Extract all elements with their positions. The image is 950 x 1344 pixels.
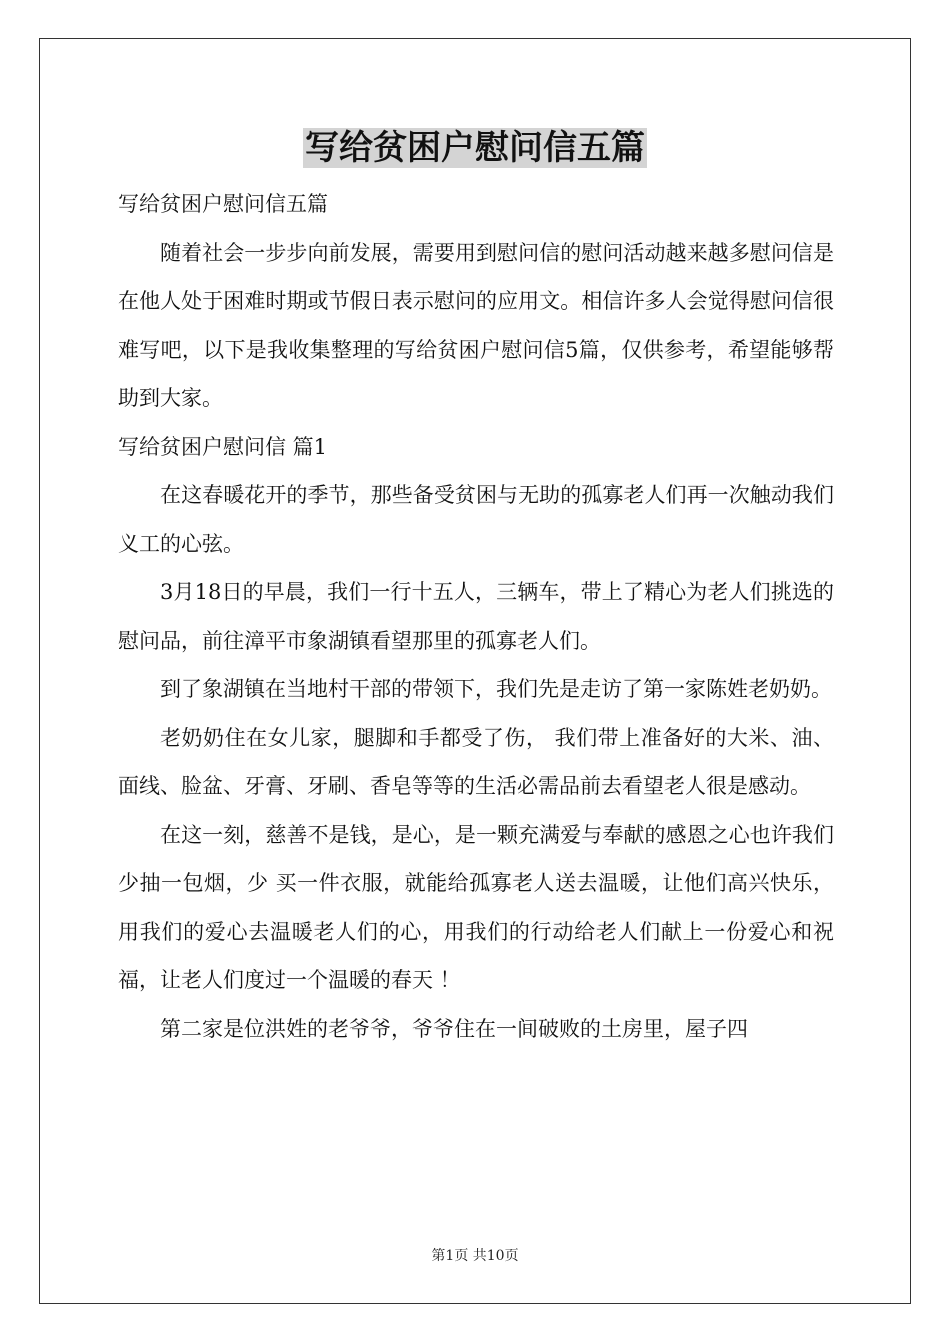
page-number-footer: 第1页 共10页 bbox=[431, 1248, 519, 1264]
paragraph: 在这一刻，慈善不是钱，是心，是一颗充满爱与奉献的感恩之心也许我们少抽一包烟，少 买一件衣服，就能给孤寡老人送去温暖，让他们高兴快乐， 用我们的爱心去温暖老人们的心，用我们的行动给老人们献上一份爱心和祝福，让老人们度过一个温暖的春天 ！ bbox=[118, 822, 834, 992]
paragraph: 3月18日的早晨，我们一行十五人，三辆车，带上了精心为老人们挑选的慰问品，前往漳平市象湖镇看望那里的孤寡老人们。 bbox=[118, 580, 834, 653]
paragraph: 随着社会一步步向前发展，需要用到慰问信的慰问活动越来越多慰问信是在他人处于困难时期或节假日表示慰问的应用文。相信许多人会觉得慰问信很难写吧，以下是我收集整理的写给贫困户慰问信5篇，仅供参考，希望能够帮助到大家。 bbox=[118, 240, 834, 410]
document-title-text: 写给贫困户慰问信五篇 bbox=[305, 128, 645, 168]
document-title bbox=[0, 124, 950, 172]
paragraph: 在这春暖花开的季节，那些备受贫困与无助的孤寡老人们再一次触动我们义工的心弦。 bbox=[118, 483, 834, 556]
section-heading: 写给贫困户慰问信 篇1 bbox=[118, 434, 328, 459]
paragraph: 到了象湖镇在当地村干部的带领下，我们先是走访了第一家陈姓老奶奶。 bbox=[160, 677, 832, 701]
paragraph: 老奶奶住在女儿家，腿脚和手都受了伤， 我们带上准备好的大米、油、面线、脸盆、牙膏、牙刷、香皂等等的生活必需品前去看望老人很是感动。 bbox=[118, 725, 834, 798]
document-body bbox=[118, 180, 834, 1053]
paragraph: 第二家是位洪姓的老爷爷，爷爷住在一间破败的土房里，屋子四 bbox=[160, 1016, 748, 1041]
paragraph: 写给贫困户慰问信五篇 bbox=[118, 192, 328, 216]
